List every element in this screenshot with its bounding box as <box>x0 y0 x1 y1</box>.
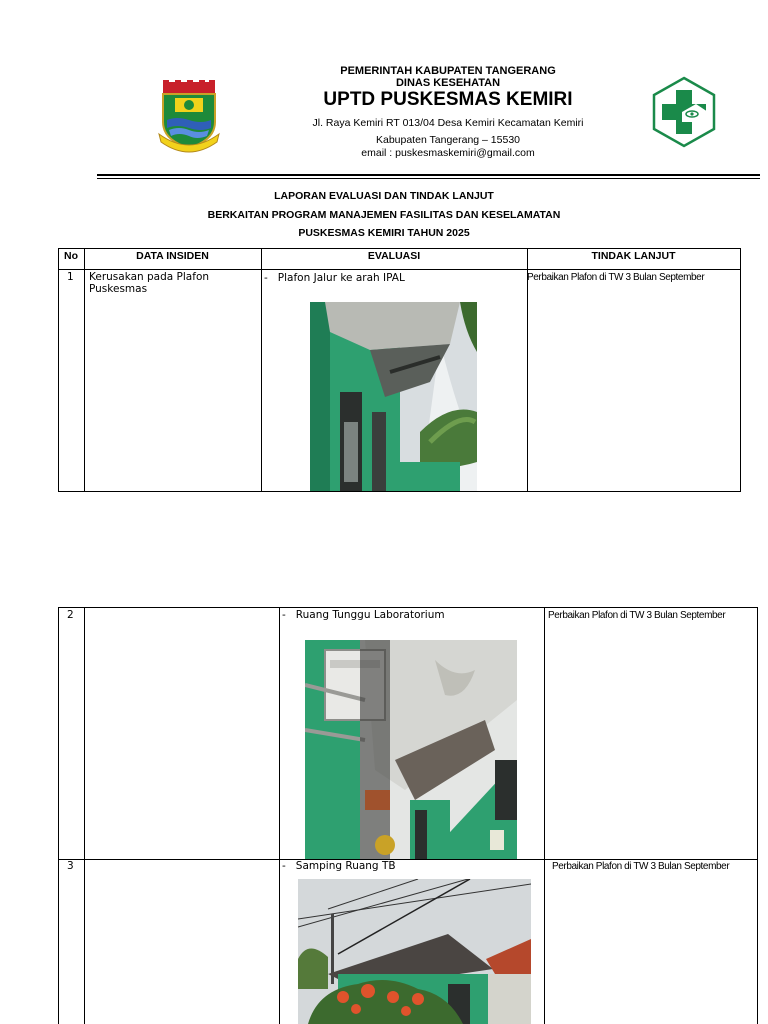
table-border <box>58 269 741 270</box>
table-border <box>58 491 741 492</box>
letterhead-divider-thin <box>97 178 760 179</box>
report-title-line-2: BERKAITAN PROGRAM MANAJEMEN FASILITAS DAN KESELAMATAN <box>207 209 561 221</box>
header-data-insiden: DATA INSIDEN <box>136 250 209 262</box>
table-border <box>58 248 741 249</box>
row-2-tindak-lanjut: Perbaikan Plafon di TW 3 Bulan September <box>548 610 726 621</box>
table-border <box>757 607 758 1024</box>
email-line: email : puskesmaskemiri@gmail.com <box>361 147 535 159</box>
city-line: Kabupaten Tangerang – 15530 <box>375 134 521 146</box>
row-3-no: 3 <box>67 860 74 872</box>
row-1-tindak-lanjut: Perbaikan Plafon di TW 3 Bulan September <box>527 272 705 283</box>
table-border <box>58 607 758 608</box>
row-1-no: 1 <box>67 271 74 283</box>
puskesmas-logo <box>651 76 717 148</box>
table-border <box>84 607 85 1024</box>
row-2-evaluasi: - Ruang Tunggu Laboratorium <box>282 609 445 621</box>
table-border <box>544 607 545 1024</box>
organization-name: UPTD PUSKESMAS KEMIRI <box>323 89 573 110</box>
department-line: DINAS KESEHATAN <box>395 77 501 89</box>
row-3-tindak-lanjut: Perbaikan Plafon di TW 3 Bulan September <box>552 861 730 872</box>
report-title-line-3: PUSKESMAS KEMIRI TAHUN 2025 <box>298 227 470 239</box>
letterhead-divider-thick <box>97 174 760 176</box>
table-border <box>58 607 59 1024</box>
table-border <box>261 248 262 492</box>
government-line: PEMERINTAH KABUPATEN TANGERANG <box>340 65 556 77</box>
row-2-no: 2 <box>67 609 74 621</box>
table-border <box>279 607 280 1024</box>
table-border <box>84 248 85 492</box>
header-no: No <box>64 250 78 262</box>
table-border <box>58 248 59 492</box>
address-line: Jl. Raya Kemiri RT 013/04 Desa Kemiri Kecamatan Kemiri <box>312 117 584 129</box>
header-evaluasi: EVALUASI <box>367 250 421 262</box>
row-1-evaluasi: - Plafon Jalur ke arah IPAL <box>264 272 405 284</box>
row-3-evaluasi: - Samping Ruang TB <box>282 860 396 872</box>
regency-crest-logo <box>155 78 223 154</box>
row-2-photo <box>305 640 517 859</box>
table-border <box>58 859 758 860</box>
row-1-photo <box>310 302 477 491</box>
header-tindak-lanjut: TINDAK LANJUT <box>591 250 676 262</box>
row-1-insiden: Kerusakan pada Plafon Puskesmas <box>89 271 210 295</box>
row-3-photo <box>298 879 531 1024</box>
table-border <box>740 248 741 492</box>
table-border <box>527 248 528 492</box>
report-title-line-1: LAPORAN EVALUASI DAN TINDAK LANJUT <box>274 190 494 202</box>
